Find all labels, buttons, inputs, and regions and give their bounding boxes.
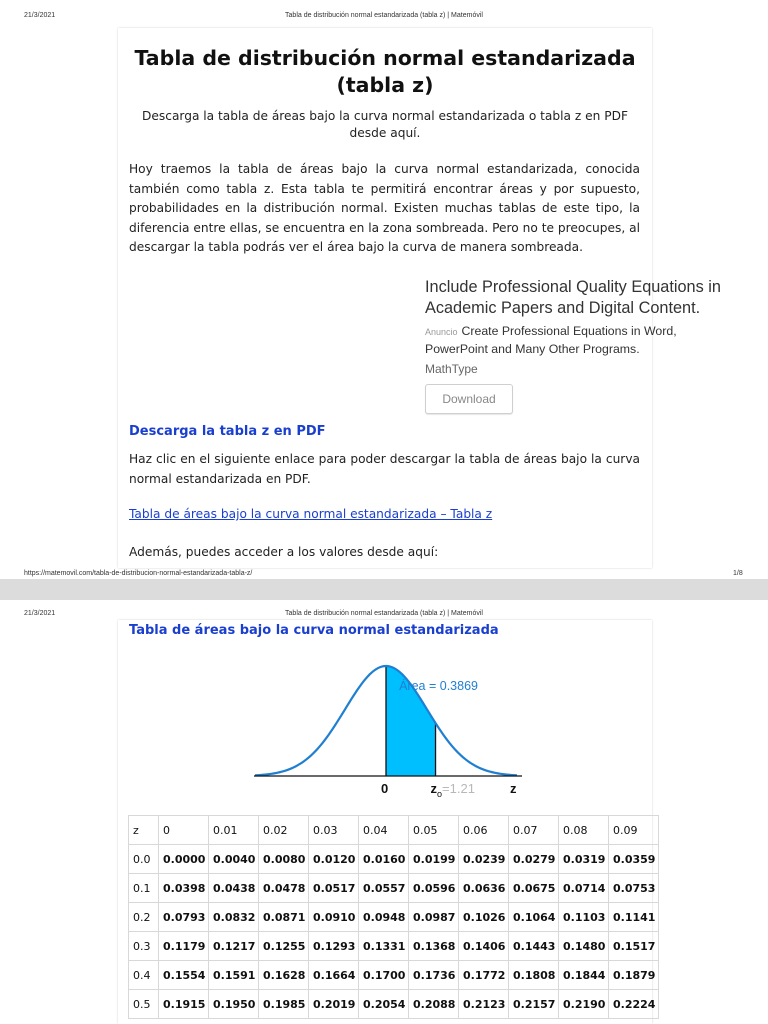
table-cell: 0.0517 <box>309 874 359 903</box>
table-cell: 0.1217 <box>209 932 259 961</box>
table-cell: 0.0636 <box>459 874 509 903</box>
table-heading: Tabla de áreas bajo la curva normal estandarizada <box>129 623 499 638</box>
table-cell: 0.1591 <box>209 961 259 990</box>
ad-brand[interactable]: MathType <box>425 362 478 376</box>
table-header-cell: 0.03 <box>309 816 359 845</box>
table-row <box>129 874 659 903</box>
table-cell: 0.0793 <box>159 903 209 932</box>
table-cell: 0.1293 <box>309 932 359 961</box>
table-cell: 0.0832 <box>209 903 259 932</box>
table-header-cell: 0.08 <box>559 816 609 845</box>
page-subtitle: Descarga la tabla de áreas bajo la curva normal estandarizada o tabla z en PDF desde aquí. <box>142 109 628 140</box>
ad-download-button[interactable]: Download <box>425 384 513 414</box>
table-cell: 0.0675 <box>509 874 559 903</box>
table-cell: 0.2054 <box>359 990 409 1019</box>
print-date: 21/3/2021 <box>24 12 56 19</box>
table-cell: 0.1808 <box>509 961 559 990</box>
table-cell: 0.1406 <box>459 932 509 961</box>
table-header-cell: z <box>129 816 159 845</box>
table-cell: 0.1554 <box>159 961 209 990</box>
table-cell: 0.1331 <box>359 932 409 961</box>
table-cell: 0.1517 <box>609 932 659 961</box>
table-cell: 0.0160 <box>359 845 409 874</box>
table-header-cell: 0 <box>159 816 209 845</box>
table-cell: 0.0871 <box>259 903 309 932</box>
table-header-cell: 0.06 <box>459 816 509 845</box>
table-cell: 0.0987 <box>409 903 459 932</box>
normal-curve-figure <box>250 650 530 800</box>
download-link[interactable]: Tabla de áreas bajo la curva normal estandarizada – Tabla z <box>129 507 493 521</box>
table-cell: 0.1443 <box>509 932 559 961</box>
table-cell: 0.0753 <box>609 874 659 903</box>
download-link-line <box>129 505 640 525</box>
table-row <box>129 903 659 932</box>
z-row-label: 0.5 <box>129 990 159 1019</box>
table-cell: 0.1985 <box>259 990 309 1019</box>
title-line-1: Tabla de distribución normal estandarizada <box>134 46 636 70</box>
table-cell: 0.2224 <box>609 990 659 1019</box>
table-cell: 0.2157 <box>509 990 559 1019</box>
z0-letter: z <box>430 781 438 796</box>
table-cell: 0.1064 <box>509 903 559 932</box>
origin-label: 0 <box>381 781 389 796</box>
table-header-cell: 0.04 <box>359 816 409 845</box>
table-cell: 0.0438 <box>209 874 259 903</box>
table-cell: 0.0319 <box>559 845 609 874</box>
table-header-cell: 0.07 <box>509 816 559 845</box>
table-header-row <box>129 816 659 845</box>
z-row-label: 0.3 <box>129 932 159 961</box>
table-cell: 0.0199 <box>409 845 459 874</box>
table-cell: 0.1700 <box>359 961 409 990</box>
table-cell: 0.1141 <box>609 903 659 932</box>
ad-badge: Anuncio <box>425 327 458 337</box>
z0-value: =1.21 <box>442 781 475 796</box>
table-cell: 0.2019 <box>309 990 359 1019</box>
table-cell: 0.0557 <box>359 874 409 903</box>
table-header-cell: 0.09 <box>609 816 659 845</box>
table-cell: 0.0000 <box>159 845 209 874</box>
ad-text[interactable] <box>425 323 730 357</box>
print-url: https://matemovil.com/tabla-de-distribucion-normal-estandarizada-tabla-z/ <box>24 570 253 577</box>
table-cell: 0.0714 <box>559 874 609 903</box>
table-cell: 0.0040 <box>209 845 259 874</box>
values-paragraph: Además, puedes acceder a los valores desde aquí: <box>129 545 439 559</box>
table-cell: 0.1255 <box>259 932 309 961</box>
ad-description: Create Professional Equations in Word, PowerPoint and Many Other Programs. <box>425 324 677 356</box>
table-row <box>129 932 659 961</box>
axis-label: z <box>510 781 517 796</box>
table-cell: 0.1664 <box>309 961 359 990</box>
area-label: Área = 0.3869 <box>399 679 478 693</box>
table-cell: 0.0120 <box>309 845 359 874</box>
z-table-container <box>128 815 656 1024</box>
z-row-label: 0.1 <box>129 874 159 903</box>
table-cell: 0.0359 <box>609 845 659 874</box>
table-cell: 0.1368 <box>409 932 459 961</box>
table-row <box>129 990 659 1019</box>
download-paragraph: Haz clic en el siguiente enlace para poder descargar la tabla de áreas bajo la curva normal estandarizada en PDF. <box>129 452 640 486</box>
table-cell: 0.1628 <box>259 961 309 990</box>
title-line-2: (tabla z) <box>336 73 434 97</box>
table-header-cell: 0.05 <box>409 816 459 845</box>
table-cell: 0.1736 <box>409 961 459 990</box>
table-row <box>129 961 659 990</box>
print-page-number: 1/8 <box>733 570 743 577</box>
download-heading: Descarga la tabla z en PDF <box>129 424 326 439</box>
ad-title[interactable]: Include Professional Quality Equations in Academic Papers and Digital Content. <box>425 278 721 317</box>
z0-subscript: o <box>437 789 443 799</box>
print-doc-title: Tabla de distribución normal estandarizada (tabla z) | Matemóvil <box>285 12 483 19</box>
table-row <box>129 845 659 874</box>
table-cell: 0.1103 <box>559 903 609 932</box>
table-cell: 0.1950 <box>209 990 259 1019</box>
table-cell: 0.1879 <box>609 961 659 990</box>
z0-label <box>431 781 475 799</box>
print-doc-title-2: Tabla de distribución normal estandarizada (tabla z) | Matemóvil <box>285 610 483 617</box>
table-cell: 0.0080 <box>259 845 309 874</box>
table-cell: 0.1844 <box>559 961 609 990</box>
intro-paragraph: Hoy traemos la tabla de áreas bajo la curva normal estandarizada, conocida también como tabla z. Esta tabla te permitirá encontrar áreas y por supuesto, probabilidades en la distribución normal. Existen muchas tablas de este tipo, la diferencia entre ellas, se encuentra en la zona sombreada. Pero no te preocupes, al descargar la tabla podrás ver el área bajo la curva de manera sombreada. <box>129 162 640 254</box>
table-cell: 0.2088 <box>409 990 459 1019</box>
table-cell: 0.1179 <box>159 932 209 961</box>
table-cell: 0.0398 <box>159 874 209 903</box>
z-row-label: 0.0 <box>129 845 159 874</box>
table-cell: 0.0279 <box>509 845 559 874</box>
table-cell: 0.1915 <box>159 990 209 1019</box>
print-date-2: 21/3/2021 <box>24 610 56 617</box>
table-cell: 0.0596 <box>409 874 459 903</box>
table-cell: 0.0910 <box>309 903 359 932</box>
page-title <box>128 45 642 99</box>
table-header-cell: 0.02 <box>259 816 309 845</box>
table-cell: 0.0948 <box>359 903 409 932</box>
z-table <box>128 815 659 1019</box>
table-cell: 0.2123 <box>459 990 509 1019</box>
table-cell: 0.0478 <box>259 874 309 903</box>
table-header-cell: 0.01 <box>209 816 259 845</box>
table-cell: 0.1480 <box>559 932 609 961</box>
z-row-label: 0.2 <box>129 903 159 932</box>
table-cell: 0.0239 <box>459 845 509 874</box>
table-cell: 0.1772 <box>459 961 509 990</box>
table-cell: 0.1026 <box>459 903 509 932</box>
z-row-label: 0.4 <box>129 961 159 990</box>
table-cell: 0.2190 <box>559 990 609 1019</box>
